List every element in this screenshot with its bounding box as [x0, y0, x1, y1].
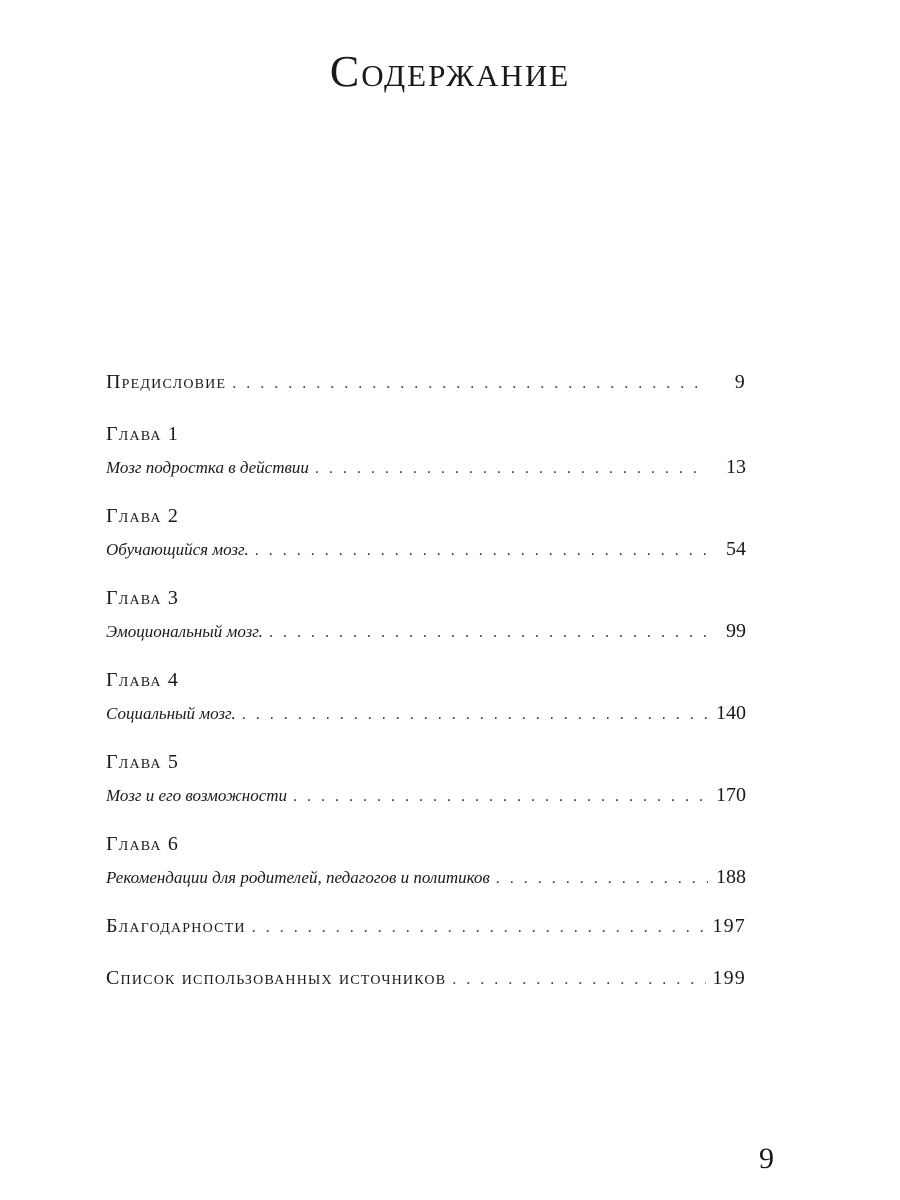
toc-entry-label: Благодарности: [106, 915, 246, 937]
chapter-title-line: [106, 616, 746, 646]
toc-chapter-3: [106, 580, 746, 646]
chapter-heading: Глава 4: [106, 669, 180, 691]
toc-page-number: 99: [726, 620, 746, 642]
toc-entry-label: Список использованных источников: [106, 967, 447, 989]
chapter-title: Рекомендации для родителей, педагогов и политиков: [106, 868, 490, 887]
dot-leader: [496, 864, 708, 894]
chapter-title: Эмоциональный мозг.: [106, 622, 263, 641]
chapter-title-line: [106, 698, 746, 728]
dot-leader: [293, 782, 708, 812]
chapter-title: Обучающийся мозг.: [106, 540, 249, 559]
chapter-heading: Глава 2: [106, 505, 180, 527]
dot-leader: [252, 910, 707, 946]
chapter-title: Социальный мозг.: [106, 704, 236, 723]
toc-page-number: 140: [716, 702, 746, 724]
toc-page-number: 54: [726, 538, 746, 560]
toc-page-number: 170: [716, 784, 746, 806]
toc-chapter-4: [106, 662, 746, 728]
chapter-title: Мозг подростка в действии: [106, 458, 309, 477]
table-of-contents: [106, 364, 746, 996]
toc-entry-acknowledgements: [106, 908, 746, 944]
dot-leader: [269, 618, 708, 648]
toc-chapter-1: [106, 416, 746, 482]
page-title: Содержание: [329, 47, 571, 96]
dot-leader: [315, 454, 708, 484]
toc-page-number: 199: [712, 967, 746, 989]
chapter-title-line: [106, 452, 746, 482]
chapter-heading: Глава 6: [106, 833, 180, 855]
toc-entry-label: Предисловие: [106, 371, 227, 393]
chapter-title-line: [106, 780, 746, 810]
toc-chapter-2: [106, 498, 746, 564]
dot-leader: [452, 962, 706, 998]
toc-chapter-5: [106, 744, 746, 810]
chapter-title: Мозг и его возможности: [106, 786, 288, 805]
toc-entry-references: [106, 960, 746, 996]
chapter-title-line: [106, 862, 746, 892]
dot-leader: [255, 536, 708, 566]
chapter-heading: Глава 3: [106, 587, 180, 609]
toc-page-number: 188: [716, 866, 746, 888]
dot-leader: [242, 700, 708, 730]
chapter-heading: Глава 5: [106, 751, 180, 773]
chapter-heading: Глава 1: [106, 423, 180, 445]
toc-entry-preface: [106, 364, 746, 400]
page-number: 9: [759, 1142, 774, 1175]
dot-leader: [232, 366, 708, 402]
toc-page-number: 13: [726, 456, 746, 478]
toc-chapter-6: [106, 826, 746, 892]
toc-page-number: 9: [734, 371, 746, 393]
chapter-title-line: [106, 534, 746, 564]
toc-page-number: 197: [712, 915, 746, 937]
